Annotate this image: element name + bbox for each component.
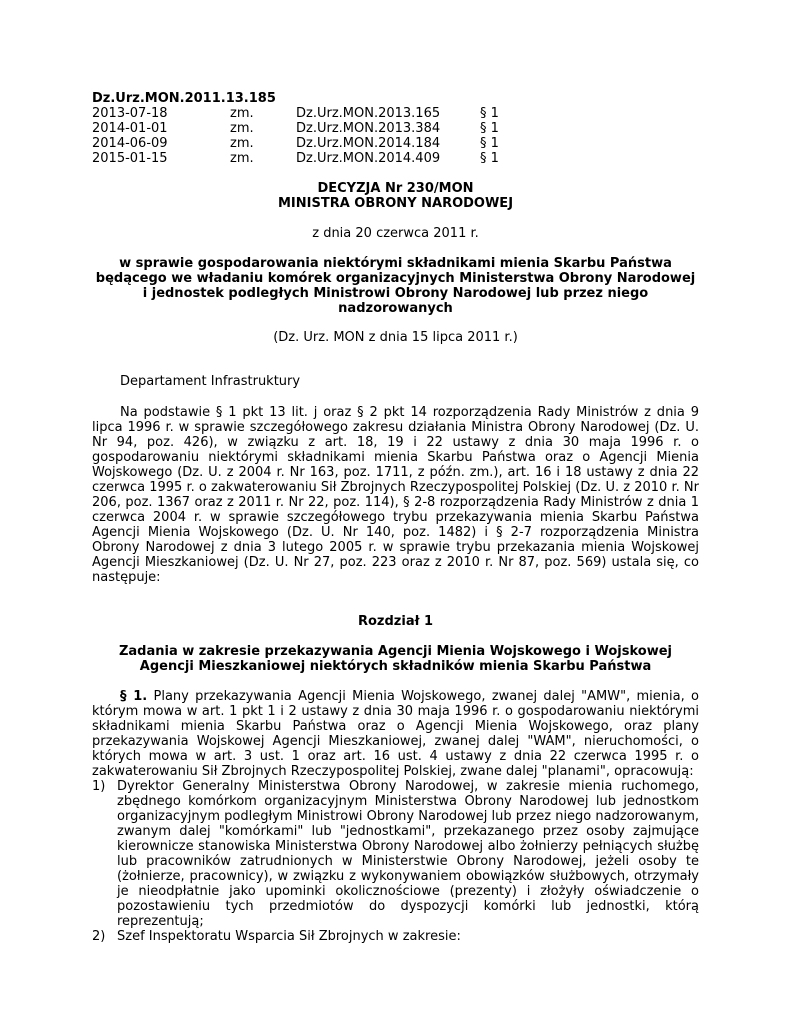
list-item-number: 1) bbox=[92, 779, 106, 794]
amendment-type: zm. bbox=[230, 106, 254, 121]
chapter-label: Rozdział 1 bbox=[357, 614, 433, 629]
amendments-table bbox=[92, 106, 699, 166]
document-page bbox=[92, 91, 699, 944]
amendment-row bbox=[92, 151, 699, 166]
decision-title-line2: MINISTRA OBRONY NARODOWEJ bbox=[277, 196, 514, 211]
list-item-text: Dyrektor Generalny Ministerstwa Obrony Narodowej, w zakresie mienia ruchomego, zbędnego komórkom organizacyjnym Ministerstwa Obrony Narodowej lub jednostkom organizacyjnym podległym Ministrowi Obrony Narodowej lub przez niego nadzorowanym, zwanym dalej "komórkami" lub "jednostkami", przekazanego przez osoby zajmujące kierownicze stanowiska Ministerstwa Obrony Narodowej albo żołnierzy pełniących służbę lub pracowników zatrudnionych w Ministerstwie Obrony Narodowej, jeżeli osoby te (żołnierze, pracownicy), w związku z wykonywaniem obowiązków służbowych, otrzymały je nieodpłatnie jako upominki okolicznościowe (prezenty) i złożyły oświadczenie o pozostawieniu tych przedmiotów do dyspozycji komórki lub jednostki, którą reprezentują; bbox=[117, 779, 699, 929]
amendment-ref: Dz.Urz.MON.2013.165 bbox=[296, 106, 441, 121]
decision-title bbox=[92, 181, 699, 211]
decision-title-line1: DECYZJA Nr 230/MON bbox=[317, 181, 474, 196]
list-item-text: Szef Inspektoratu Wsparcia Sił Zbrojnych w zakresie: bbox=[117, 929, 461, 944]
amendment-date: 2015-01-15 bbox=[92, 151, 168, 166]
amendment-ref: Dz.Urz.MON.2014.184 bbox=[296, 136, 441, 151]
amendment-row bbox=[92, 121, 699, 136]
amendment-section: § 1 bbox=[480, 106, 499, 121]
department-name: Departament Infrastruktury bbox=[120, 374, 301, 389]
amendment-type: zm. bbox=[230, 121, 254, 136]
section-1 bbox=[92, 689, 699, 779]
publication-note: (Dz. Urz. MON z dnia 15 lipca 2011 r.) bbox=[273, 330, 518, 345]
section-1-text: Plany przekazywania Agencji Mienia Wojskowego, zwanej dalej "AMW", mienia, o którym mowa w art. 1 pkt 1 i 2 ustawy z dnia 30 maja 1996 r. o gospodarowaniu niektórymi składnikami mienia Skarbu Państwa oraz o Agencji Mienia Wojskowego, oraz plany przekazywania Wojskowej Agencji Mieszkaniowej, zwanej dalej "WAM", nieruchomości, o których mowa w art. 3 ust. 1 oraz art. 16 ust. 4 ustawy z dnia 22 czerwca 1995 r. o zakwaterowaniu Sił Zbrojnych Rzeczypospolitej Polskiej, zwane dalej "planami", opracowują: bbox=[92, 689, 699, 779]
amendment-ref: Dz.Urz.MON.2013.384 bbox=[296, 121, 441, 136]
amendment-type: zm. bbox=[230, 151, 254, 166]
amendment-row bbox=[92, 106, 699, 121]
decision-date: z dnia 20 czerwca 2011 r. bbox=[312, 226, 479, 241]
amendment-type: zm. bbox=[230, 136, 254, 151]
amendment-section: § 1 bbox=[480, 121, 499, 136]
amendment-date: 2014-06-09 bbox=[92, 136, 168, 151]
list-item bbox=[92, 779, 699, 929]
document-id: Dz.Urz.MON.2011.13.185 bbox=[92, 91, 276, 106]
decision-subject: w sprawie gospodarowania niektórymi składnikami mienia Skarbu Państwa będącego we władaniu komórek organizacyjnych Ministerstwa Obrony Narodowej i jednostek podległych Ministrowi Obrony Narodowej lub przez niego nadzorowanych bbox=[95, 256, 696, 316]
section-1-label: § 1. bbox=[120, 689, 148, 704]
amendment-section: § 1 bbox=[480, 136, 499, 151]
section-1-list bbox=[92, 779, 699, 944]
amendment-ref: Dz.Urz.MON.2014.409 bbox=[296, 151, 441, 166]
chapter-title: Zadania w zakresie przekazywania Agencji Mienia Wojskowego i Wojskowej Agencji Mieszkaniowej niektórych składników mienia Skarbu Państwa bbox=[118, 644, 673, 674]
amendment-date: 2013-07-18 bbox=[92, 106, 168, 121]
amendment-date: 2014-01-01 bbox=[92, 121, 168, 136]
list-item-number: 2) bbox=[92, 929, 106, 944]
amendment-section: § 1 bbox=[480, 151, 499, 166]
amendment-row bbox=[92, 136, 699, 151]
legal-basis: Na podstawie § 1 pkt 13 lit. j oraz § 2 pkt 14 rozporządzenia Rady Ministrów z dnia 9 lipca 1996 r. w sprawie szczegółowego zakresu działania Ministra Obrony Narodowej (Dz. U. Nr 94, poz. 426), w związku z art. 18, 19 i 22 ustawy z dnia 30 maja 1996 r. o gospodarowaniu niektórymi składnikami mienia Skarbu Państwa oraz o Agencji Mienia Wojskowego (Dz. U. z 2004 r. Nr 163, poz. 1711, z późn. zm.), art. 16 i 18 ustawy z dnia 22 czerwca 1995 r. o zakwaterowaniu Sił Zbrojnych Rzeczypospolitej Polskiej (Dz. U. z 2010 r. Nr 206, poz. 1367 oraz z 2011 r. Nr 22, poz. 114), § 2-8 rozporządzenia Rady Ministrów z dnia 1 czerwca 2004 r. w sprawie szczegółowego trybu przekazywania mienia Skarbu Państwa Agencji Mienia Wojskowego (Dz. U. Nr 140, poz. 1482) i § 2-7 rozporządzenia Ministra Obrony Narodowej z dnia 3 lutego 2005 r. w sprawie trybu przekazania mienia Wojskowej Agencji Mieszkaniowej (Dz. U. Nr 27, poz. 223 oraz z 2010 r. Nr 87, poz. 569) ustala się, co następuje: bbox=[92, 405, 699, 585]
list-item bbox=[92, 929, 699, 944]
